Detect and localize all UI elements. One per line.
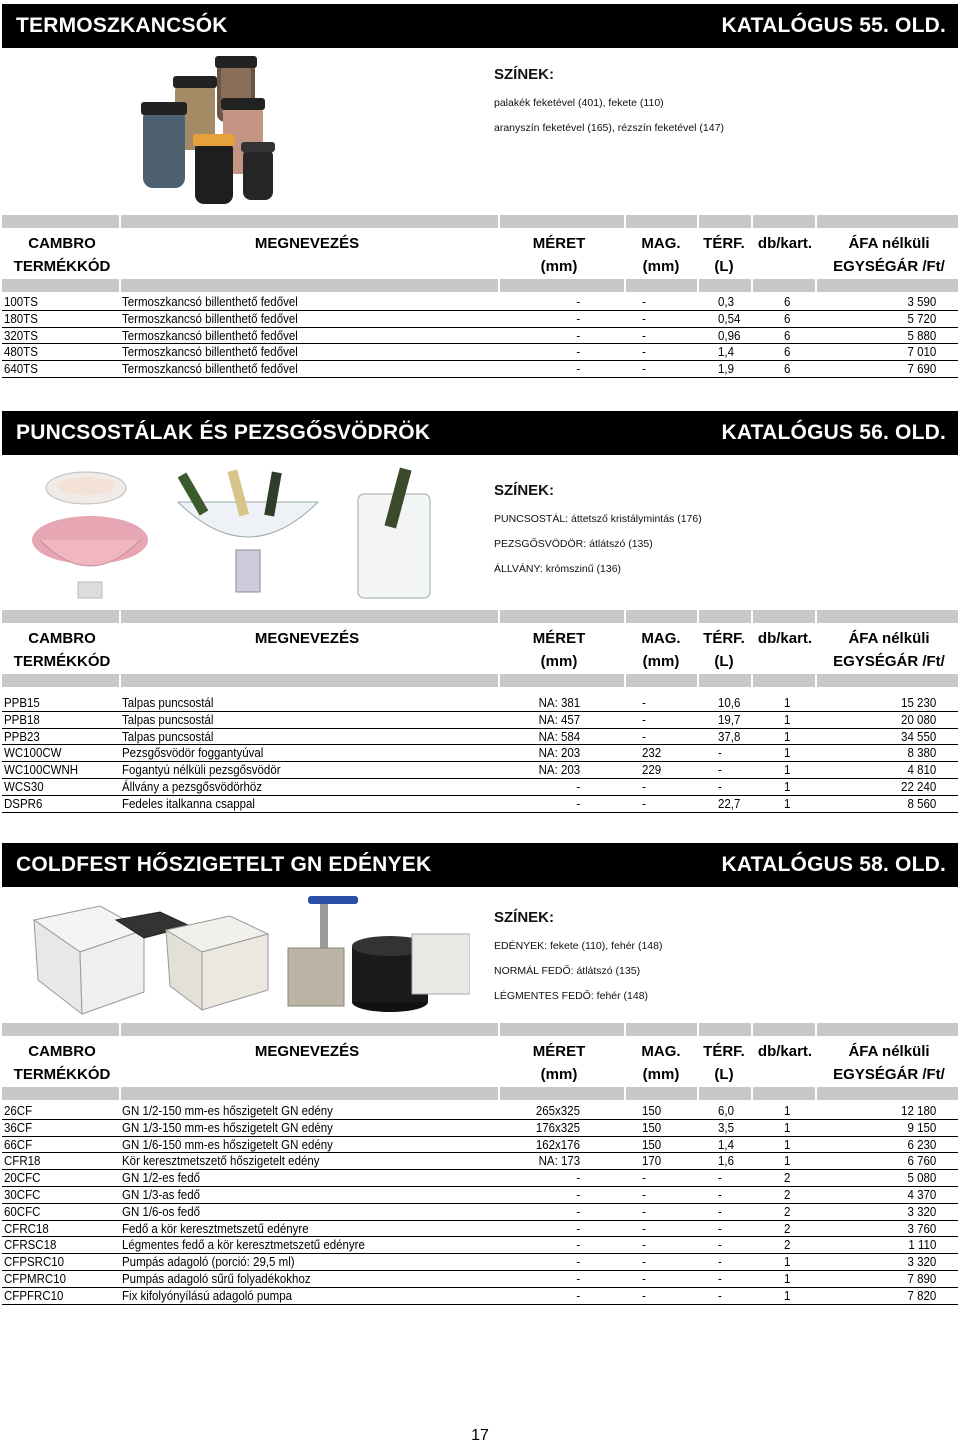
- product-table: [2, 1103, 958, 1305]
- product-size: NA: 203: [538, 746, 580, 761]
- product-size: -: [576, 1204, 580, 1219]
- header-vol: TÉRF. (L): [703, 630, 745, 670]
- units-per-box: 1: [784, 712, 791, 727]
- catalog-ref: KATALÓGUS 56. OLD.: [721, 421, 946, 444]
- product-code: DSPR6: [4, 796, 43, 811]
- product-name: GN 1/3-150 mm-es hőszigetelt GN edény: [122, 1120, 333, 1135]
- product-size: -: [576, 328, 580, 343]
- product-code: 320TS: [4, 328, 38, 343]
- product-volume: 19,7: [718, 712, 741, 727]
- unit-price: 3 760: [907, 1221, 936, 1236]
- product-code: WCS30: [4, 779, 44, 794]
- product-size: NA: 381: [538, 696, 580, 710]
- product-name: GN 1/3-as fedő: [122, 1187, 200, 1202]
- product-volume: 0,54: [718, 311, 741, 326]
- product-height: -: [642, 1238, 646, 1253]
- product-name: Pezsgősvödör foggantyúval: [122, 746, 264, 761]
- product-code: 30CFC: [4, 1187, 41, 1202]
- product-height: 170: [642, 1154, 662, 1169]
- color-line: ÁLLVÁNY: krómszinű (136): [494, 563, 622, 575]
- product-code: PPB18: [4, 712, 40, 727]
- product-volume: -: [718, 763, 722, 778]
- gn-containers-photo: [20, 890, 470, 1020]
- header-mag: MAG. (mm): [641, 235, 681, 275]
- product-size: -: [576, 1221, 580, 1236]
- unit-price: 9 150: [907, 1120, 936, 1135]
- product-code: CFRC18: [4, 1221, 49, 1236]
- section-title-bar: [2, 4, 958, 48]
- product-name: Termoszkancsó billenthető fedővel: [122, 311, 298, 326]
- units-per-box: 1: [784, 779, 791, 794]
- product-height: -: [642, 1171, 646, 1186]
- product-volume: 37,8: [718, 729, 741, 744]
- units-per-box: 6: [784, 362, 791, 377]
- units-per-box: 1: [784, 1271, 791, 1286]
- unit-price: 3 590: [907, 295, 936, 309]
- product-code: 180TS: [4, 311, 38, 326]
- color-line: palakék feketével (401), fekete (110): [494, 97, 664, 109]
- unit-price: 7 010: [907, 345, 936, 360]
- header-name: MEGNEVEZÉS: [254, 630, 360, 647]
- product-volume: -: [718, 1288, 722, 1303]
- product-height: 232: [642, 746, 662, 761]
- product-name: GN 1/6-os fedő: [122, 1204, 200, 1219]
- color-line: aranyszín feketével (165), rézszín feketével (147): [494, 122, 724, 134]
- units-per-box: 1: [784, 1255, 791, 1270]
- product-code: CFPSRC10: [4, 1255, 65, 1270]
- section-title-bar: [2, 411, 958, 455]
- product-size: -: [576, 779, 580, 794]
- product-code: WC100CWNH: [4, 763, 79, 778]
- product-name: GN 1/2-es fedő: [122, 1171, 200, 1186]
- product-name: Termoszkancsó billenthető fedővel: [122, 345, 298, 360]
- product-size: 176x325: [535, 1120, 580, 1135]
- units-per-box: 1: [784, 1154, 791, 1169]
- product-height: -: [642, 328, 646, 343]
- header-code: CAMBRO TERMÉKKÓD: [13, 1043, 111, 1083]
- unit-price: 8 380: [907, 746, 936, 761]
- product-size: -: [576, 1238, 580, 1253]
- colors-block: [494, 482, 702, 588]
- units-per-box: 1: [784, 796, 791, 811]
- product-table: [2, 695, 958, 813]
- table-header: [2, 1023, 958, 1101]
- units-per-box: 1: [784, 1120, 791, 1135]
- product-code: PPB15: [4, 696, 40, 710]
- product-name: Állvány a pezsgősvödörhöz: [122, 779, 263, 794]
- unit-price: 4 810: [907, 763, 936, 778]
- product-size: -: [576, 345, 580, 360]
- product-code: CFPFRC10: [4, 1288, 64, 1303]
- product-name: Talpas puncsostál: [122, 729, 214, 744]
- product-table: [2, 294, 958, 378]
- product-size: -: [576, 1171, 580, 1186]
- product-size: -: [576, 796, 580, 811]
- product-height: -: [642, 779, 646, 794]
- product-volume: 6,0: [718, 1104, 734, 1118]
- header-size: MÉRET (mm): [532, 235, 586, 275]
- unit-price: 12 180: [900, 1104, 936, 1118]
- unit-price: 5 880: [907, 328, 936, 343]
- product-volume: -: [718, 1204, 722, 1219]
- units-per-box: 2: [784, 1238, 791, 1253]
- colors-header: SZÍNEK:: [494, 66, 554, 83]
- product-volume: 1,4: [718, 1137, 734, 1152]
- product-name: Termoszkancsó billenthető fedővel: [122, 295, 298, 309]
- product-name: GN 1/6-150 mm-es hőszigetelt GN edény: [122, 1137, 333, 1152]
- product-volume: 1,4: [718, 345, 734, 360]
- section-title: PUNCSOSTÁLAK ÉS PEZSGŐSVÖDRÖK: [16, 421, 431, 444]
- header-code: CAMBRO TERMÉKKÓD: [13, 630, 111, 670]
- product-size: -: [576, 1187, 580, 1202]
- product-volume: -: [718, 746, 722, 761]
- product-volume: 0,96: [718, 328, 741, 343]
- color-line: NORMÁL FEDŐ: átlátszó (135): [494, 965, 641, 977]
- unit-price: 4 370: [907, 1187, 936, 1202]
- product-volume: 22,7: [718, 796, 741, 811]
- color-line: EDÉNYEK: fekete (110), fehér (148): [494, 940, 663, 952]
- units-per-box: 6: [784, 295, 791, 309]
- product-size: NA: 584: [538, 729, 580, 744]
- product-size: -: [576, 295, 580, 309]
- product-height: -: [642, 1187, 646, 1202]
- product-volume: -: [718, 1187, 722, 1202]
- color-line: PUNCSOSTÁL: áttetsző kristálymintás (176): [494, 513, 702, 525]
- product-name: Kör keresztmetszető hőszigetelt edény: [122, 1154, 320, 1169]
- product-volume: 1,6: [718, 1154, 734, 1169]
- product-name: Talpas puncsostál: [122, 712, 214, 727]
- units-per-box: 2: [784, 1204, 791, 1219]
- product-name: Fix kifolyónyílású adagoló pumpa: [122, 1288, 293, 1303]
- product-code: 100TS: [4, 295, 38, 309]
- table-header: [2, 215, 958, 293]
- product-volume: -: [718, 1171, 722, 1186]
- product-volume: 1,9: [718, 362, 734, 377]
- product-name: Termoszkancsó billenthető fedővel: [122, 362, 298, 377]
- unit-price: 6 230: [907, 1137, 936, 1152]
- product-code: 66CF: [4, 1137, 33, 1152]
- header-name: MEGNEVEZÉS: [254, 1043, 360, 1060]
- product-volume: -: [718, 1238, 722, 1253]
- product-height: -: [642, 311, 646, 326]
- product-volume: -: [718, 1271, 722, 1286]
- product-size: -: [576, 311, 580, 326]
- product-height: -: [642, 295, 646, 309]
- product-name: Légmentes fedő a kör keresztmetszetű edényre: [122, 1238, 365, 1253]
- product-height: -: [642, 1204, 646, 1219]
- units-per-box: 6: [784, 345, 791, 360]
- colors-header: SZÍNEK:: [494, 909, 554, 926]
- product-height: -: [642, 1255, 646, 1270]
- catalog-ref: KATALÓGUS 55. OLD.: [721, 14, 946, 37]
- unit-price: 7 890: [907, 1271, 936, 1286]
- product-height: -: [642, 345, 646, 360]
- header-mag: MAG. (mm): [641, 1043, 681, 1083]
- product-code: 26CF: [4, 1104, 33, 1118]
- units-per-box: 1: [784, 696, 791, 710]
- product-height: 150: [642, 1120, 662, 1135]
- product-name: GN 1/2-150 mm-es hőszigetelt GN edény: [122, 1104, 333, 1118]
- units-per-box: 1: [784, 1288, 791, 1303]
- unit-price: 6 760: [907, 1154, 936, 1169]
- unit-price: 5 080: [907, 1171, 936, 1186]
- header-price: ÁFA nélküli EGYSÉGÁR /Ft/: [833, 630, 945, 670]
- unit-price: 7 820: [907, 1288, 936, 1303]
- product-size: 265x325: [535, 1104, 580, 1118]
- product-height: -: [642, 712, 646, 727]
- product-name: Pumpás adagoló sűrű folyadékokhoz: [122, 1271, 311, 1286]
- product-name: Pumpás adagoló (porció: 29,5 ml): [122, 1255, 295, 1270]
- units-per-box: 2: [784, 1187, 791, 1202]
- product-name: Fedeles italkanna csappal: [122, 796, 255, 811]
- page-number: 17: [471, 1427, 489, 1444]
- product-height: -: [642, 729, 646, 744]
- units-per-box: 2: [784, 1171, 791, 1186]
- color-line: PEZSGŐSVÖDÖR: átlátszó (135): [494, 538, 653, 550]
- product-height: 150: [642, 1104, 662, 1118]
- product-height: -: [642, 1271, 646, 1286]
- color-line: LÉGMENTES FEDŐ: fehér (148): [494, 990, 649, 1002]
- product-height: 229: [642, 763, 662, 778]
- units-per-box: 6: [784, 311, 791, 326]
- header-code: CAMBRO TERMÉKKÓD: [13, 235, 111, 275]
- product-height: -: [642, 796, 646, 811]
- unit-price: 15 230: [900, 696, 936, 710]
- units-per-box: 2: [784, 1221, 791, 1236]
- header-size: MÉRET (mm): [532, 630, 586, 670]
- header-price: ÁFA nélküli EGYSÉGÁR /Ft/: [833, 1043, 945, 1083]
- thermos-jugs-photo: [135, 52, 285, 212]
- product-volume: -: [718, 779, 722, 794]
- header-mag: MAG. (mm): [641, 630, 681, 670]
- colors-block: [494, 66, 724, 147]
- section-title: TERMOSZKANCSÓK: [16, 14, 228, 37]
- product-size: NA: 173: [538, 1154, 580, 1169]
- product-name: Fedő a kör keresztmetszetű edényre: [122, 1221, 309, 1236]
- product-code: CFR18: [4, 1154, 41, 1169]
- product-size: -: [576, 362, 580, 377]
- units-per-box: 1: [784, 746, 791, 761]
- product-size: 162x176: [535, 1137, 580, 1152]
- product-code: 36CF: [4, 1120, 33, 1135]
- colors-block: [494, 909, 662, 1015]
- product-volume: -: [718, 1255, 722, 1270]
- unit-price: 3 320: [907, 1255, 936, 1270]
- product-size: -: [576, 1255, 580, 1270]
- unit-price: 7 690: [907, 362, 936, 377]
- colors-header: SZÍNEK:: [494, 482, 554, 499]
- product-code: 640TS: [4, 362, 38, 377]
- product-size: -: [576, 1288, 580, 1303]
- unit-price: 1 110: [908, 1238, 936, 1253]
- unit-price: 5 720: [907, 311, 936, 326]
- product-height: -: [642, 1288, 646, 1303]
- product-height: -: [642, 362, 646, 377]
- product-name: Talpas puncsostál: [122, 696, 214, 710]
- product-size: -: [576, 1271, 580, 1286]
- header-db: db/kart.: [757, 235, 813, 252]
- header-size: MÉRET (mm): [532, 1043, 586, 1083]
- units-per-box: 6: [784, 328, 791, 343]
- unit-price: 3 320: [907, 1204, 936, 1219]
- product-code: CFPMRC10: [4, 1271, 66, 1286]
- product-name: Fogantyú nélküli pezsgősvödör: [122, 763, 281, 778]
- unit-price: 34 550: [900, 729, 936, 744]
- header-name: MEGNEVEZÉS: [254, 235, 360, 252]
- units-per-box: 1: [784, 763, 791, 778]
- product-volume: -: [718, 1221, 722, 1236]
- punch-bowls-photo: [28, 462, 468, 610]
- header-price: ÁFA nélküli EGYSÉGÁR /Ft/: [833, 235, 945, 275]
- product-height: -: [642, 1221, 646, 1236]
- product-code: 20CFC: [4, 1171, 41, 1186]
- product-code: WC100CW: [4, 746, 62, 761]
- product-size: NA: 457: [538, 712, 580, 727]
- product-code: CFRSC18: [4, 1238, 57, 1253]
- unit-price: 8 560: [907, 796, 936, 811]
- product-code: PPB23: [4, 729, 40, 744]
- header-db: db/kart.: [757, 1043, 813, 1060]
- product-size: NA: 203: [538, 763, 580, 778]
- unit-price: 22 240: [900, 779, 936, 794]
- unit-price: 20 080: [900, 712, 936, 727]
- units-per-box: 1: [784, 1137, 791, 1152]
- product-volume: 0,3: [718, 295, 734, 309]
- product-code: 480TS: [4, 345, 38, 360]
- product-height: -: [642, 696, 646, 710]
- table-header: [2, 610, 958, 688]
- product-code: 60CFC: [4, 1204, 41, 1219]
- product-height: 150: [642, 1137, 662, 1152]
- catalog-ref: KATALÓGUS 58. OLD.: [721, 853, 946, 876]
- units-per-box: 1: [784, 729, 791, 744]
- product-name: Termoszkancsó billenthető fedővel: [122, 328, 298, 343]
- header-vol: TÉRF. (L): [703, 1043, 745, 1083]
- section-title: COLDFEST HŐSZIGETELT GN EDÉNYEK: [16, 853, 432, 876]
- header-vol: TÉRF. (L): [703, 235, 745, 275]
- header-db: db/kart.: [757, 630, 813, 647]
- product-volume: 3,5: [718, 1120, 734, 1135]
- product-volume: 10,6: [718, 696, 741, 710]
- units-per-box: 1: [784, 1104, 791, 1118]
- section-title-bar: [2, 843, 958, 887]
